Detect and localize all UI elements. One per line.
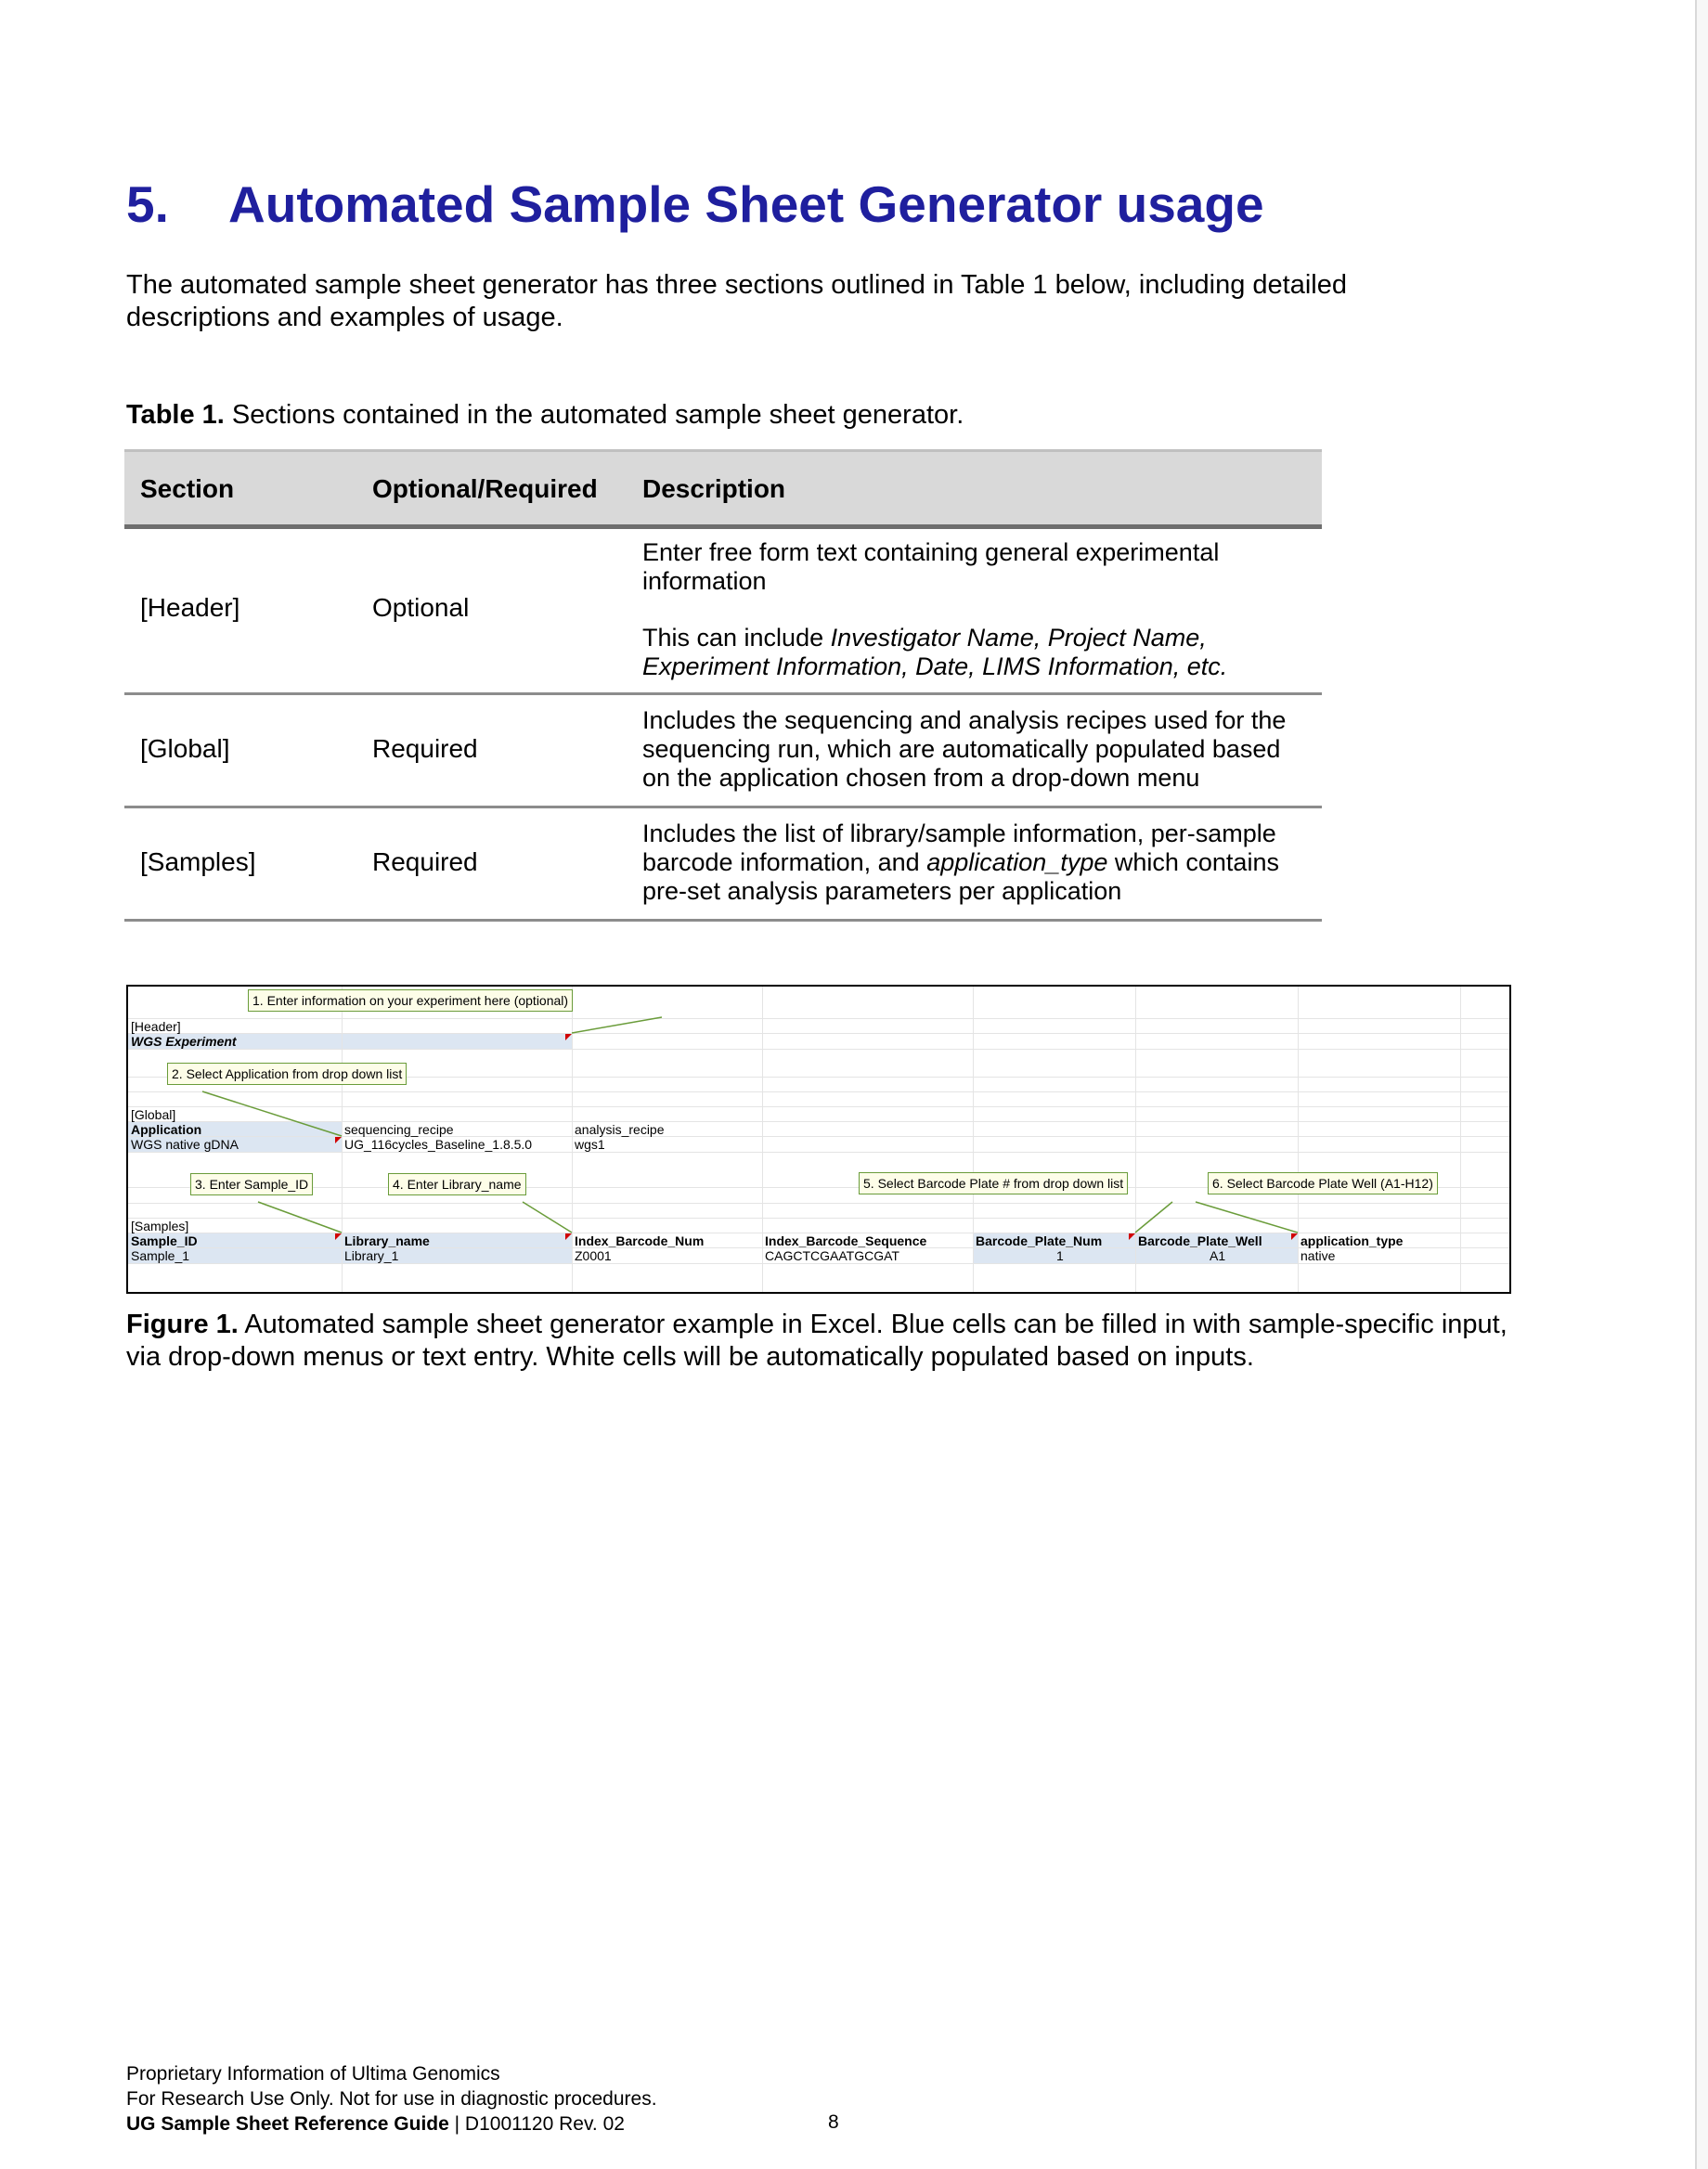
index-barcode-num-value: Z0001 [575,1248,612,1263]
table-caption-label: Table 1. [126,400,225,430]
figure-caption [126,1309,1519,1374]
page-gutter [1697,0,1708,2169]
table-row [124,695,1322,808]
comment-marker-icon [565,1034,572,1040]
col-barcode-plate-num: Barcode_Plate_Num [976,1233,1103,1248]
col-index-barcode-sequence: Index_Barcode_Sequence [765,1233,927,1248]
row-requirement: Required [372,734,478,763]
figure-caption-label: Figure 1. [126,1310,239,1339]
callout-header: 1. Enter information on your experiment here (optional) [248,989,573,1012]
sequencing-recipe-value-cell: UG_116cycles_Baseline_1.8.5.0 [344,1137,533,1152]
header-optional-required: Optional/Required [372,474,598,503]
table-row [124,529,1322,695]
col-sample-id: Sample_ID [131,1233,198,1248]
row-description-text [642,624,1311,681]
barcode-plate-num-value[interactable]: 1 [1056,1248,1064,1263]
desc-italic: Investigator Name, Project Name, Experiment Information, Date, LIMS Information, etc. [642,624,1228,680]
col-library-name: Library_name [344,1233,430,1248]
section-heading [126,174,1264,234]
comment-marker-icon [335,1233,342,1240]
row-description: Includes the sequencing and analysis recipes used for the sequencing run, which are automatically populated based on the application chosen from a drop-down menu [642,706,1287,792]
global-label-cell: [Global] [131,1107,176,1122]
header-description: Description [642,474,786,503]
desc-italic: application_type [926,848,1108,876]
callout-application: 2. Select Application from drop down list [167,1063,407,1085]
index-barcode-sequence-value: CAGCTCGAATGCGAT [765,1248,899,1263]
callout-barcode-well: 6. Select Barcode Plate Well (A1-H12) [1208,1172,1438,1194]
row-description [642,538,1311,681]
header-label-cell: [Header] [131,1019,181,1034]
header-section: Section [140,474,235,503]
experiment-cell[interactable]: WGS Experiment [131,1034,237,1049]
application-type-value: native [1300,1248,1336,1263]
col-application-type: application_type [1300,1233,1404,1248]
footer-ruo: For Research Use Only. Not for use in diagnostic procedures. [126,2088,657,2110]
comment-marker-icon [1291,1233,1298,1240]
table-caption [126,400,964,431]
row-description [642,820,1311,906]
section-title: Automated Sample Sheet Generator usage [228,175,1264,233]
comment-marker-icon [565,1233,572,1240]
intro-paragraph: The automated sample sheet generator has three sections outlined in Table 1 below, including detailed descriptions and examples of usage. [126,270,1347,332]
barcode-plate-well-value[interactable]: A1 [1210,1248,1226,1263]
table-caption-text: Sections contained in the automated sample sheet generator. [224,400,964,430]
row-requirement: Optional [372,593,470,622]
footer-doc-title: UG Sample Sheet Reference Guide [126,2113,449,2135]
page-footer [126,2061,657,2137]
row-description-text: Enter free form text containing general experimental information [642,538,1220,595]
row-section: [Global] [140,734,230,763]
desc-lead: This can include [642,624,831,652]
row-requirement: Required [372,847,478,876]
comment-marker-icon [1129,1233,1135,1240]
comment-marker-icon [335,1137,342,1143]
sequencing-recipe-header-cell: sequencing_recipe [344,1122,454,1137]
sections-table [124,449,1322,922]
callout-sample-id: 3. Enter Sample_ID [190,1173,313,1195]
figure-caption-text: Automated sample sheet generator example in Excel. Blue cells can be filled in with sample-specific input, via drop-down menus or text entry. White cells will be automatically populated based on inputs. [126,1310,1507,1372]
desc-lead: Includes the list of library/sample information, per-sample barcode information, and [642,820,1276,876]
footer-proprietary: Proprietary Information of Ultima Genomics [126,2063,500,2085]
analysis-recipe-header-cell: analysis_recipe [575,1122,665,1137]
row-section: [Samples] [140,847,256,876]
excel-figure [126,985,1511,1294]
col-barcode-plate-well: Barcode_Plate_Well [1138,1233,1262,1248]
callout-barcode-plate: 5. Select Barcode Plate # from drop down list [859,1172,1128,1194]
footer-doc-id: | D1001120 Rev. 02 [448,2113,625,2135]
application-header-cell: Application [131,1122,202,1137]
section-number: 5. [126,175,169,233]
samples-label-cell: [Samples] [131,1219,189,1233]
row-section: [Header] [140,593,240,622]
analysis-recipe-value-cell: wgs1 [575,1137,605,1152]
library-name-value[interactable]: Library_1 [344,1248,399,1263]
desc-tail: which contains pre-set analysis parameters per application [642,848,1279,905]
table-header-row [124,449,1322,529]
page-number: 8 [828,2111,839,2133]
table-row [124,808,1322,922]
col-index-barcode-num: Index_Barcode_Num [575,1233,705,1248]
callout-library-name: 4. Enter Library_name [388,1173,526,1195]
footer-doc-line [126,2111,657,2137]
sample-id-value[interactable]: Sample_1 [131,1248,190,1263]
application-value-cell[interactable]: WGS native gDNA [131,1137,239,1152]
